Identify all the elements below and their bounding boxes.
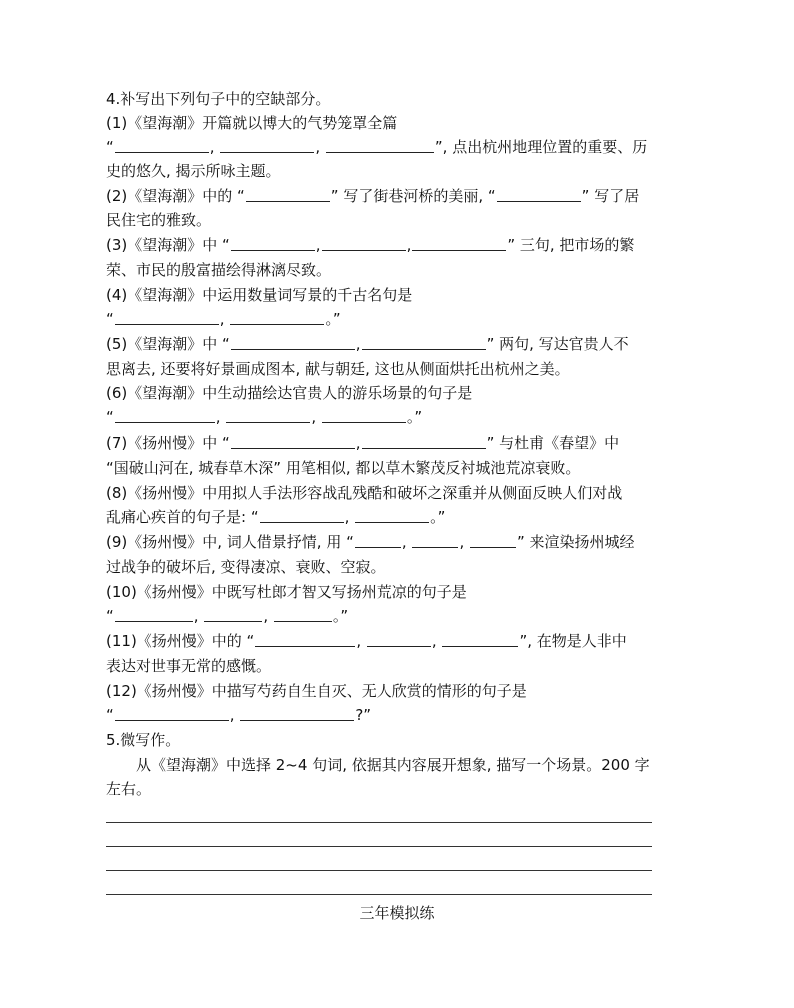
quote-open: “ bbox=[106, 138, 114, 156]
q4-item11-tail: ”, 在物是人非中 bbox=[519, 632, 627, 650]
answer-blank[interactable] bbox=[115, 705, 229, 721]
q4-item5-text-a: (5)《望海潮》中 “ bbox=[106, 335, 230, 353]
q4-item5-cont: 思离去, 还要将好景画成图本, 献与朝廷, 这也从侧面烘托出杭州之美。 bbox=[106, 360, 570, 378]
q4-item8-prompt: (8)《扬州慢》中用拟人手法形容战乱残酷和破坏之深重并从侧面反映人们对战 bbox=[106, 484, 623, 502]
answer-blank[interactable] bbox=[362, 433, 486, 449]
q4-item12-blanks bbox=[106, 703, 371, 727]
q5-heading: 5.微写作。 bbox=[106, 731, 181, 749]
separator: , bbox=[315, 138, 321, 156]
quote-open: “ bbox=[106, 310, 114, 328]
quote-close: 。” bbox=[332, 607, 349, 625]
writing-line[interactable] bbox=[106, 894, 652, 895]
q4-item7-tail: ” 与杜甫《春望》中 bbox=[486, 434, 620, 452]
q4-item8-cont bbox=[106, 505, 445, 529]
q4-item2-text-a: (2)《望海潮》中的 “ bbox=[106, 187, 245, 205]
answer-blank[interactable] bbox=[260, 507, 344, 523]
separator: , bbox=[406, 236, 412, 254]
q4-item3-text-a: (3)《望海潮》中 “ bbox=[106, 236, 230, 254]
q4-item1-blanks bbox=[106, 135, 647, 159]
answer-blank[interactable] bbox=[412, 235, 506, 251]
separator: , bbox=[229, 706, 235, 724]
answer-blank[interactable] bbox=[115, 606, 193, 622]
q4-item8-text: 乱痛心疾首的句子是: “ bbox=[106, 508, 259, 526]
writing-line[interactable] bbox=[106, 846, 652, 847]
answer-blank[interactable] bbox=[115, 407, 215, 423]
answer-blank[interactable] bbox=[115, 309, 219, 325]
answer-blank[interactable] bbox=[355, 532, 401, 548]
q4-item7-line bbox=[106, 431, 619, 455]
separator: , bbox=[193, 607, 199, 625]
answer-blank[interactable] bbox=[226, 407, 310, 423]
answer-blank[interactable] bbox=[322, 407, 406, 423]
separator: , bbox=[431, 632, 437, 650]
q5-instruction-cont: 左右。 bbox=[106, 780, 152, 798]
separator: , bbox=[209, 138, 215, 156]
answer-blank[interactable] bbox=[231, 334, 355, 350]
answer-blank[interactable] bbox=[246, 186, 330, 202]
quote-open: “ bbox=[106, 706, 114, 724]
q4-item5-tail: ” 两句, 写达官贵人不 bbox=[486, 335, 629, 353]
answer-blank[interactable] bbox=[240, 705, 354, 721]
writing-line[interactable] bbox=[106, 870, 652, 871]
answer-blank[interactable] bbox=[204, 606, 262, 622]
q4-item2-line bbox=[106, 184, 639, 208]
q5-instruction: 从《望海潮》中选择 2~4 句词, 依据其内容展开想象, 描写一个场景。200 字 bbox=[136, 756, 650, 774]
answer-blank[interactable] bbox=[115, 137, 209, 153]
answer-blank[interactable] bbox=[412, 532, 458, 548]
q4-item2-cont: 民住宅的雅致。 bbox=[106, 211, 212, 229]
q4-item9-line bbox=[106, 530, 635, 554]
answer-blank[interactable] bbox=[322, 235, 406, 251]
q4-item7-cont: “国破山河在, 城春草木深” 用笔相似, 都以草木繁茂反衬城池荒凉衰败。 bbox=[106, 459, 581, 477]
answer-blank[interactable] bbox=[497, 186, 581, 202]
answer-blank[interactable] bbox=[326, 137, 434, 153]
q4-heading: 4.补写出下列句子中的空缺部分。 bbox=[106, 90, 331, 108]
section-footer-title: 三年模拟练 bbox=[359, 904, 435, 922]
answer-blank[interactable] bbox=[355, 507, 429, 523]
q4-item1-prompt: (1)《望海潮》开篇就以博大的气势笼罩全篇 bbox=[106, 114, 398, 132]
q4-item2-text-c: ” 写了居 bbox=[581, 187, 640, 205]
q4-item3-line bbox=[106, 233, 634, 257]
q4-item10-blanks bbox=[106, 604, 348, 628]
q4-item11-cont: 表达对世事无常的感慨。 bbox=[106, 657, 272, 675]
q4-item1-cont: 史的悠久, 揭示所咏主题。 bbox=[106, 162, 281, 180]
q4-item9-text-a: (9)《扬州慢》中, 词人借景抒情, 用 “ bbox=[106, 533, 354, 551]
q4-item4-blanks bbox=[106, 307, 341, 331]
answer-blank[interactable] bbox=[220, 137, 314, 153]
separator: , bbox=[355, 335, 361, 353]
answer-blank[interactable] bbox=[470, 532, 516, 548]
separator: , bbox=[263, 607, 269, 625]
q4-item6-blanks bbox=[106, 405, 422, 429]
q4-item5-line bbox=[106, 332, 629, 356]
separator: , bbox=[459, 533, 465, 551]
separator: , bbox=[311, 408, 317, 426]
q4-item2-text-b: ” 写了街巷河桥的美丽, “ bbox=[330, 187, 496, 205]
separator: , bbox=[356, 632, 362, 650]
q4-item9-tail: ” 来渲染扬州城经 bbox=[517, 533, 635, 551]
separator: , bbox=[355, 434, 361, 452]
separator: , bbox=[344, 508, 350, 526]
q4-item10-prompt: (10)《扬州慢》中既写杜郎才智又写扬州荒凉的句子是 bbox=[106, 583, 467, 601]
answer-blank[interactable] bbox=[231, 235, 315, 251]
q4-item12-prompt: (12)《扬州慢》中描写芍药自生自灭、无人欣赏的情形的句子是 bbox=[106, 682, 527, 700]
answer-blank[interactable] bbox=[362, 334, 486, 350]
q4-item1-tail: ”, 点出杭州地理位置的重要、历 bbox=[434, 138, 648, 156]
q4-item6-prompt: (6)《望海潮》中生动描绘达官贵人的游乐场景的句子是 bbox=[106, 384, 473, 402]
answer-blank[interactable] bbox=[231, 433, 355, 449]
q4-item4-prompt: (4)《望海潮》中运用数量词写景的千古名句是 bbox=[106, 286, 413, 304]
q4-item11-text-a: (11)《扬州慢》中的 “ bbox=[106, 632, 255, 650]
quote-open: “ bbox=[106, 408, 114, 426]
quote-close: ?” bbox=[355, 706, 372, 724]
separator: , bbox=[219, 310, 225, 328]
q4-item11-line bbox=[106, 629, 627, 653]
quote-close: 。” bbox=[325, 310, 341, 328]
separator: , bbox=[315, 236, 321, 254]
answer-blank[interactable] bbox=[255, 631, 355, 647]
writing-line[interactable] bbox=[106, 822, 652, 823]
separator: , bbox=[215, 408, 221, 426]
answer-blank[interactable] bbox=[442, 631, 518, 647]
quote-close: 。” bbox=[406, 408, 423, 426]
q4-item3-cont: 荣、市民的殷富描绘得淋漓尽致。 bbox=[106, 261, 332, 279]
q4-item9-cont: 过战争的破坏后, 变得凄凉、衰败、空寂。 bbox=[106, 558, 386, 576]
separator: , bbox=[401, 533, 407, 551]
q4-item7-text-a: (7)《扬州慢》中 “ bbox=[106, 434, 230, 452]
quote-close: 。” bbox=[430, 508, 446, 526]
answer-blank[interactable] bbox=[230, 309, 324, 325]
answer-blank[interactable] bbox=[274, 606, 332, 622]
q4-item3-tail: ” 三句, 把市场的繁 bbox=[507, 236, 635, 254]
quote-open: “ bbox=[106, 607, 114, 625]
answer-blank[interactable] bbox=[367, 631, 431, 647]
